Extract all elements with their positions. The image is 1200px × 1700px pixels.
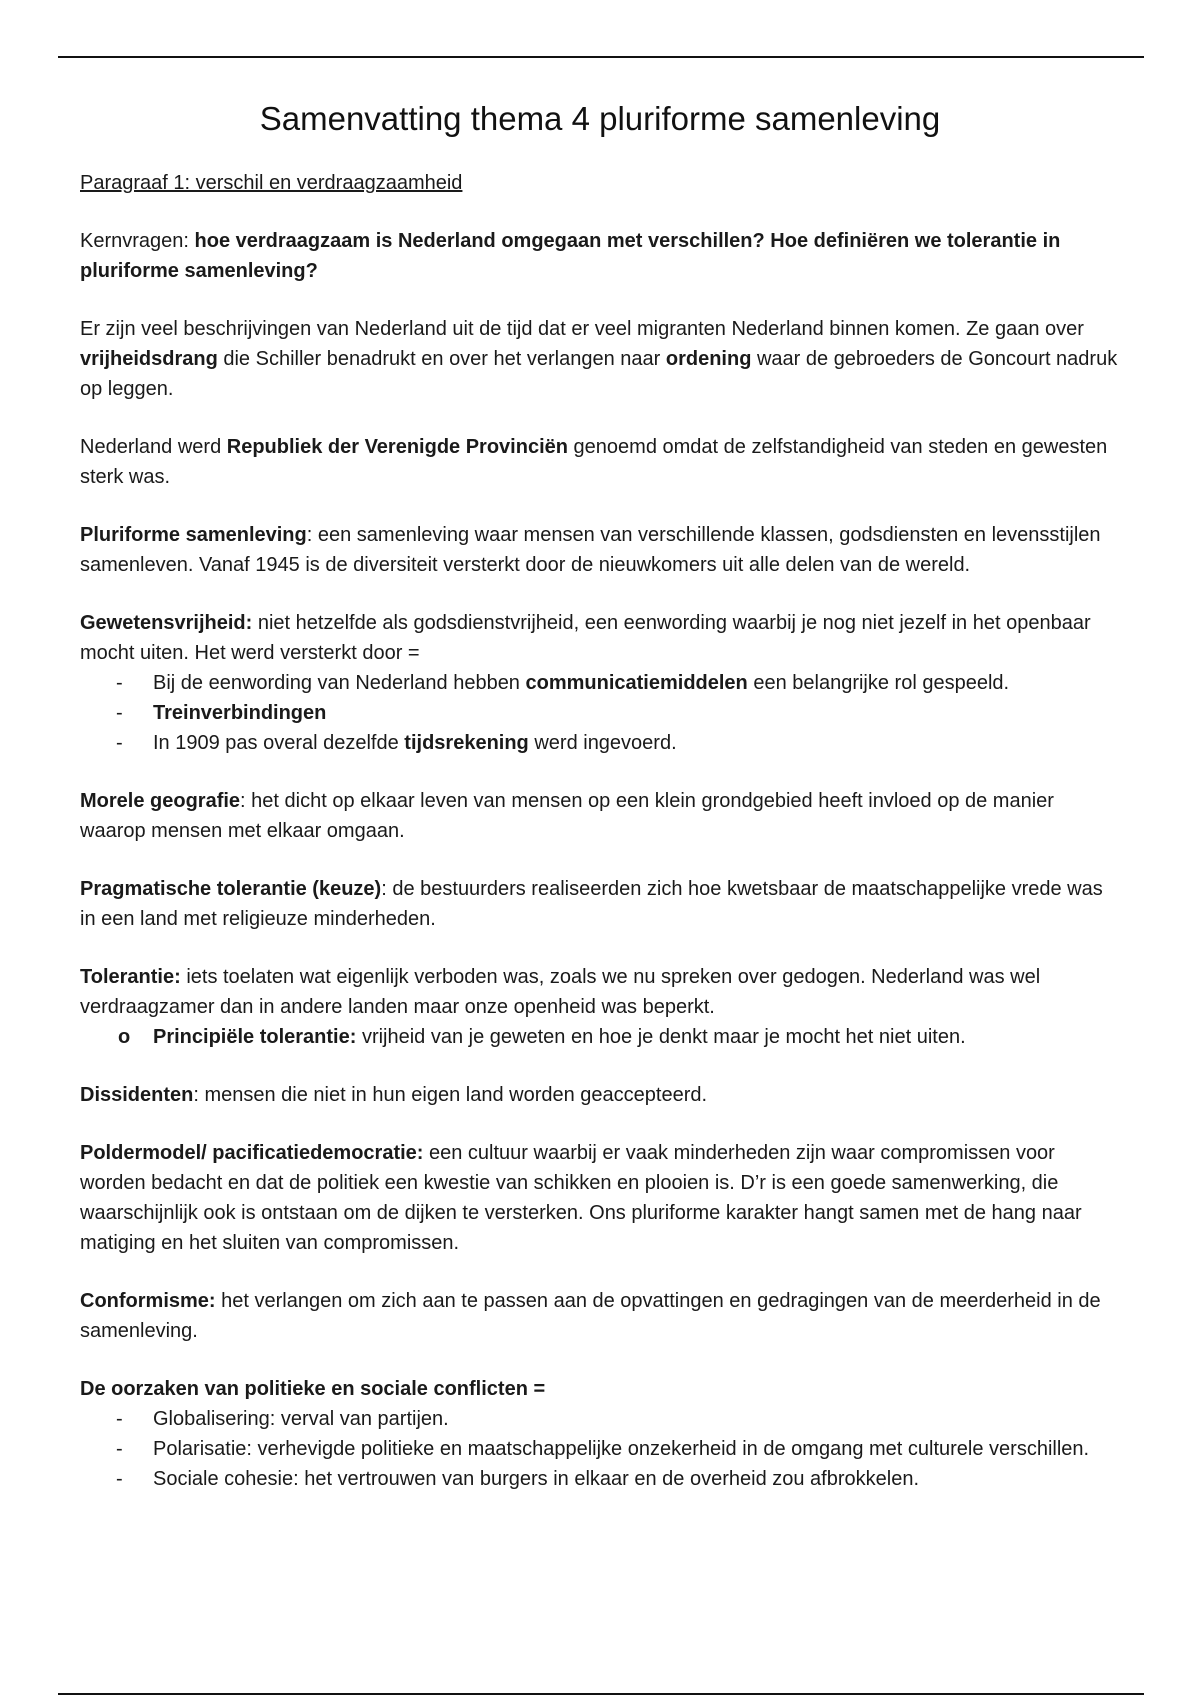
term-dissidenten: Dissidenten (80, 1084, 194, 1106)
dissidenten-paragraph (80, 1080, 1120, 1110)
term-pragmatische-tolerantie: Pragmatische tolerantie (keuze) (80, 878, 382, 900)
dissidenten-definition: : mensen die niet in hun eigen land worden geaccepteerd. (193, 1084, 708, 1106)
intro-text-2: die Schiller benadrukt en over het verlangen naar (217, 348, 666, 370)
list-item (80, 698, 1120, 728)
morele-paragraph (80, 786, 1120, 846)
term-tijdsrekening: tijdsrekening (404, 732, 529, 754)
intro-text-1: Er zijn veel beschrijvingen van Nederland uit de tijd dat er veel migranten Nederland binnen komen. Ze gaan over (80, 318, 1084, 340)
term-poldermodel: Poldermodel/ pacificatiedemocratie: (80, 1142, 424, 1164)
tolerantie-paragraph (80, 962, 1120, 1022)
oorzaken-heading-text: De oorzaken van politieke en sociale conflicten = (80, 1378, 546, 1400)
list-item (80, 668, 1120, 698)
list-item (80, 1022, 1120, 1052)
kernvragen-label: Kernvragen: (80, 230, 189, 252)
republiek-paragraph (80, 432, 1120, 492)
list-item: - Globalisering: verval van partijen. (80, 1404, 1120, 1434)
term-vrijheidsdrang: vrijheidsdrang (80, 348, 218, 370)
term-ordening: ordening (665, 348, 752, 370)
term-principiele-tolerantie: Principiële tolerantie: (153, 1026, 357, 1048)
oorzaken-list (80, 1404, 1120, 1494)
kernvragen-text: hoe verdraagzaam is Nederland omgegaan met verschillen? Hoe definiëren we tolerantie in pluriforme samenleving? (80, 230, 1061, 282)
term-conformisme: Conformisme: (80, 1290, 216, 1312)
tolerantie-list (80, 1022, 1120, 1052)
list-item-text: een belangrijke rol gespeeld. (747, 672, 1010, 694)
term-gewetensvrijheid: Gewetensvrijheid: (80, 612, 253, 634)
pragmatische-definition: : de bestuurders realiseerden zich hoe kwetsbaar de maatschappelijke vrede was in een land met religieuze minderheden. (80, 878, 1103, 930)
section-heading: Paragraaf 1: verschil en verdraagzaamheid (80, 172, 463, 194)
kernvragen-paragraph (80, 226, 1120, 286)
term-communicatiemiddelen: communicatiemiddelen (525, 672, 748, 694)
republiek-text-2: genoemd omdat de zelfstandigheid van steden en gewesten sterk was. (80, 436, 1108, 488)
pluriforme-paragraph (80, 520, 1120, 580)
conformisme-paragraph (80, 1286, 1120, 1346)
morele-definition: : het dicht op elkaar leven van mensen op een klein grondgebied heeft invloed op de manier waarop mensen met elkaar omgaan. (80, 790, 1054, 842)
poldermodel-paragraph (80, 1138, 1120, 1258)
term-treinverbindingen: Treinverbindingen (153, 702, 327, 724)
pragmatische-paragraph (80, 874, 1120, 934)
bottom-rule (58, 1693, 1144, 1695)
term-pluriforme-samenleving: Pluriforme samenleving (80, 524, 307, 546)
top-rule (58, 56, 1144, 58)
intro-text-3: waar de gebroeders de Goncourt nadruk op leggen. (80, 348, 1118, 400)
gewetensvrijheid-paragraph (80, 608, 1120, 668)
list-item-text: In 1909 pas overal dezelfde (153, 732, 405, 754)
intro-paragraph (80, 314, 1120, 404)
conformisme-definition: het verlangen om zich aan te passen aan de opvattingen en gedragingen van de meerderheid in de samenleving. (80, 1290, 1101, 1342)
poldermodel-definition: een cultuur waarbij er vaak minderheden zijn waar compromissen voor worden bedacht en dat de politiek een kwestie van schikken en plooien is. D’r is een goede samenwerking, die waarschijnlijk ook is ontstaan om de dijken te versterken. Ons pluriforme karakter hangt samen met de hang naar matiging en het sluiten van compromissen. (80, 1142, 1082, 1254)
gewetensvrijheid-definition: niet hetzelfde als godsdienstvrijheid, een eenwording waarbij je nog niet jezelf in het openbaar mocht uiten. Het werd versterkt door = (80, 612, 1091, 664)
list-item-text: werd ingevoerd. (528, 732, 677, 754)
list-item-text: Bij de eenwording van Nederland hebben (153, 672, 526, 694)
oorzaken-heading (80, 1374, 1120, 1404)
gewetensvrijheid-list (80, 668, 1120, 758)
list-item-text: vrijheid van je geweten en hoe je denkt maar je mocht het niet uiten. (356, 1026, 966, 1048)
list-item (80, 728, 1120, 758)
republiek-text-1: Nederland werd (80, 436, 227, 458)
term-tolerantie: Tolerantie: (80, 966, 181, 988)
pluriforme-definition: : een samenleving waar mensen van verschillende klassen, godsdiensten en levensstijlen samenleven. Vanaf 1945 is de diversiteit versterkt door de nieuwkomers uit alle delen van de wereld. (80, 524, 1101, 576)
list-item: - Polarisatie: verhevigde politieke en maatschappelijke onzekerheid in de omgang met culturele verschillen. (80, 1434, 1120, 1464)
document-title: Samenvatting thema 4 pluriforme samenleving (259, 100, 941, 137)
list-item: - Sociale cohesie: het vertrouwen van burgers in elkaar en de overheid zou afbrokkelen. (80, 1464, 1120, 1494)
term-republiek: Republiek der Verenigde Provinciën (226, 436, 568, 458)
term-morele-geografie: Morele geografie (80, 790, 241, 812)
document-page (80, 96, 1120, 1522)
tolerantie-definition: iets toelaten wat eigenlijk verboden was, zoals we nu spreken over gedogen. Nederland was wel verdraagzamer dan in andere landen maar onze openheid was beperkt. (80, 966, 1041, 1018)
